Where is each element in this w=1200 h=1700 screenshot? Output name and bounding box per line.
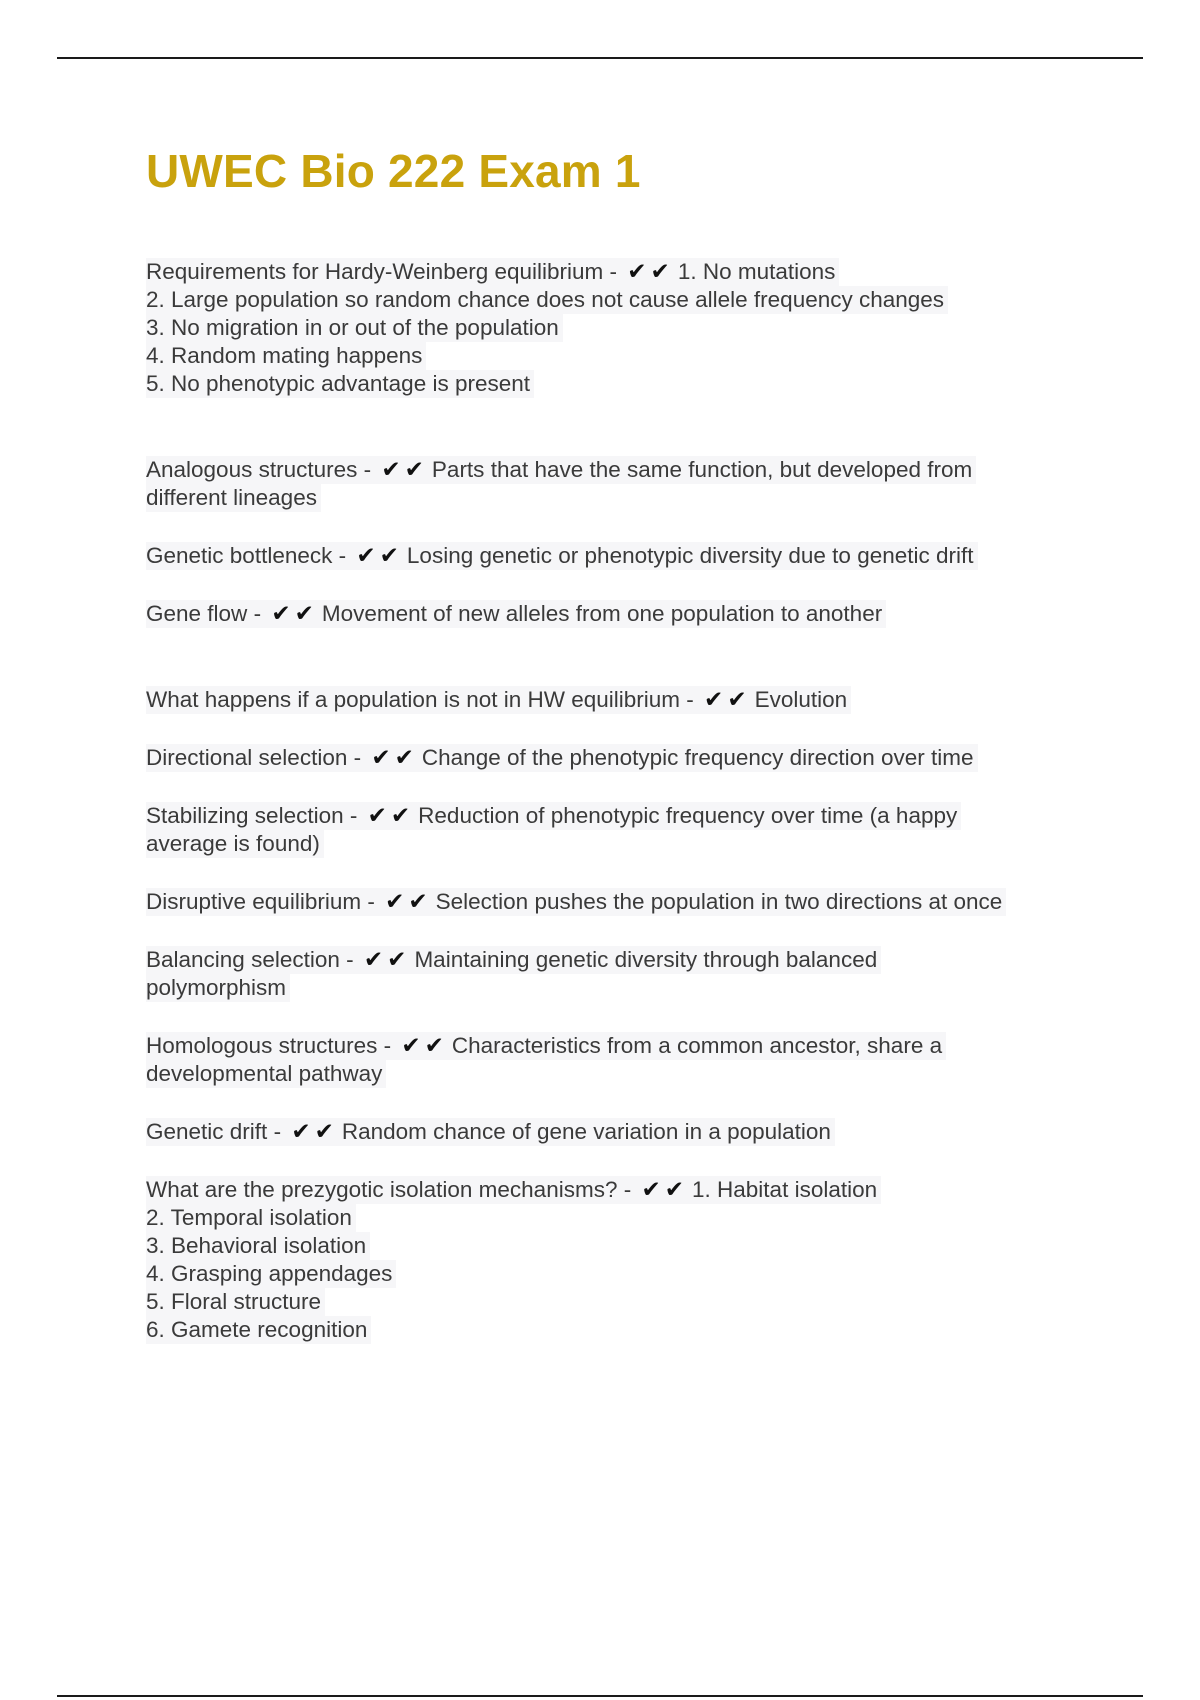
flashcard: Genetic drift - ✔✔ Random chance of gene variation in a population	[146, 1118, 1146, 1146]
card-definition-line: Movement of new alleles from one population to another	[321, 601, 883, 626]
card-definition-line: 2. Temporal isolation	[146, 1204, 356, 1232]
card-definition-line: Losing genetic or phenotypic diversity due to genetic drift	[406, 543, 974, 568]
card-term: Homologous structures	[146, 1033, 378, 1058]
double-check-icon: ✔✔	[291, 1119, 338, 1145]
bottom-rule	[57, 1695, 1143, 1697]
card-definition-line: average is found)	[146, 830, 324, 858]
flashcard: Disruptive equilibrium - ✔✔ Selection pushes the population in two directions at once	[146, 888, 1146, 916]
double-check-icon: ✔✔	[356, 543, 403, 569]
card-definition-line: 1. Habitat isolation	[692, 1177, 878, 1202]
card-definition-line: 4. Random mating happens	[146, 342, 426, 370]
flashcard: Stabilizing selection - ✔✔ Reduction of phenotypic frequency over time (a happy average is found)	[146, 802, 1146, 858]
card-term: What are the prezygotic isolation mechanisms?	[146, 1177, 618, 1202]
card-definition-line: 6. Gamete recognition	[146, 1316, 371, 1344]
flashcard-list	[146, 258, 1146, 1344]
card-term: Genetic drift	[146, 1119, 268, 1144]
double-check-icon: ✔✔	[363, 947, 411, 973]
card-definition-line: 5. No phenotypic advantage is present	[146, 370, 534, 398]
card-definition-line: Change of the phenotypic frequency direction over time	[421, 745, 974, 770]
card-definition-line: 1. No mutations	[677, 259, 836, 284]
flashcard: What are the prezygotic isolation mechanisms? - ✔✔ 1. Habitat isolation 2. Temporal isolation 3. Behavioral isolation 4. Grasping appendages 5. Floral structure 6. Gamete recognition	[146, 1176, 1146, 1344]
card-term: Disruptive equilibrium	[146, 889, 362, 914]
card-definition-line: Parts that have the same function, but developed from	[431, 457, 973, 482]
card-definition-line: Selection pushes the population in two directions at once	[435, 889, 1003, 914]
card-definition-line: Reduction of phenotypic frequency over time (a happy	[418, 803, 958, 828]
double-check-icon: ✔✔	[381, 457, 428, 483]
card-term: Balancing selection	[146, 947, 340, 972]
card-definition-line: polymorphism	[146, 974, 290, 1002]
double-check-icon: ✔✔	[627, 259, 674, 285]
card-definition-line: 2. Large population so random chance does not cause allele frequency changes	[146, 286, 948, 314]
double-check-icon: ✔✔	[367, 803, 415, 829]
double-check-icon: ✔✔	[704, 687, 751, 713]
card-definition-line: Random chance of gene variation in a population	[341, 1119, 831, 1144]
flashcard: Genetic bottleneck - ✔✔ Losing genetic or phenotypic diversity due to genetic drift	[146, 542, 1146, 570]
card-definition-line: developmental pathway	[146, 1060, 386, 1088]
card-definition-line: Characteristics from a common ancestor, share a	[451, 1033, 943, 1058]
card-definition-line: 3. Behavioral isolation	[146, 1232, 370, 1260]
flashcard: Requirements for Hardy-Weinberg equilibrium - ✔✔ 1. No mutations 2. Large population so random chance does not cause allele frequency changes 3. No migration in or out of the population 4. Random mating happens 5. No phenotypic advantage is present	[146, 258, 1146, 398]
card-term: Directional selection	[146, 745, 348, 770]
double-check-icon: ✔✔	[641, 1177, 689, 1203]
flashcard: Homologous structures - ✔✔ Characteristics from a common ancestor, share a developmental pathway	[146, 1032, 1146, 1088]
double-check-icon: ✔✔	[271, 601, 318, 627]
page-title: UWEC Bio 222 Exam 1	[146, 145, 641, 197]
double-check-icon: ✔✔	[401, 1033, 448, 1059]
card-definition-line: different lineages	[146, 484, 321, 512]
card-term: What happens if a population is not in HW equilibrium	[146, 687, 681, 712]
card-term: Genetic bottleneck	[146, 543, 333, 568]
flashcard: Directional selection - ✔✔ Change of the phenotypic frequency direction over time	[146, 744, 1146, 772]
card-term: Stabilizing selection	[146, 803, 344, 828]
card-definition-line: 4. Grasping appendages	[146, 1260, 396, 1288]
top-rule	[57, 57, 1143, 59]
card-definition-line: 5. Floral structure	[146, 1288, 325, 1316]
double-check-icon: ✔✔	[385, 889, 432, 915]
card-term: Requirements for Hardy-Weinberg equilibrium	[146, 259, 604, 284]
flashcard: Balancing selection - ✔✔ Maintaining genetic diversity through balanced polymorphism	[146, 946, 1146, 1002]
double-check-icon: ✔✔	[371, 745, 418, 771]
card-definition-line: Evolution	[754, 687, 848, 712]
flashcard: Analogous structures - ✔✔ Parts that have the same function, but developed from different lineages	[146, 456, 1146, 512]
flashcard: Gene flow - ✔✔ Movement of new alleles from one population to another	[146, 600, 1146, 628]
flashcard: What happens if a population is not in HW equilibrium - ✔✔ Evolution	[146, 686, 1146, 714]
card-term: Analogous structures	[146, 457, 358, 482]
card-term: Gene flow	[146, 601, 248, 626]
card-definition-line: Maintaining genetic diversity through balanced	[414, 947, 878, 972]
card-definition-line: 3. No migration in or out of the population	[146, 314, 563, 342]
